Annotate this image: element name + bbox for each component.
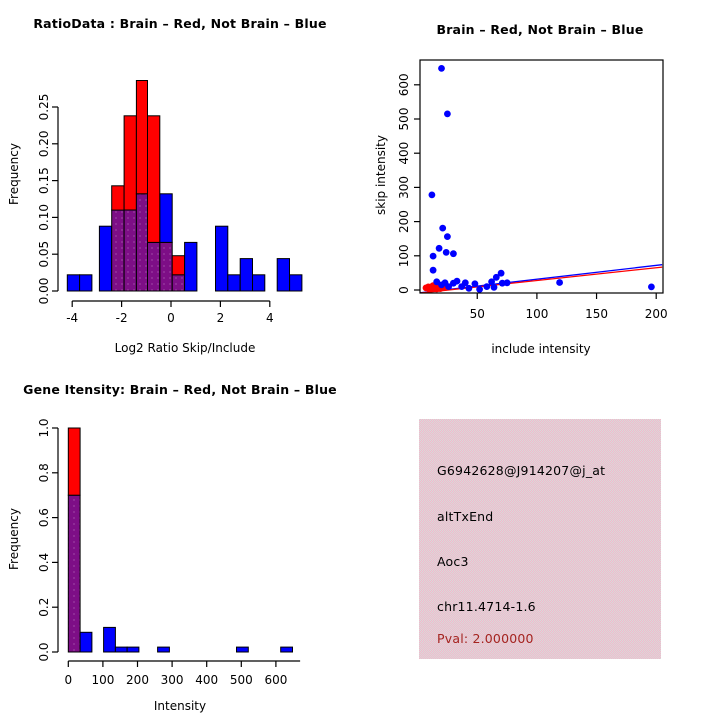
- panel-gene-intensity-histogram: [0, 360, 360, 720]
- svg-text:50: 50: [469, 307, 485, 321]
- gene-hist-title: Gene Itensity: Brain – Red, Not Brain – Blue: [23, 382, 337, 397]
- svg-text:500: 500: [229, 673, 253, 687]
- gene-intensity-histogram-plot: [0, 360, 360, 720]
- svg-text:0.8: 0.8: [37, 463, 51, 483]
- gene-hist-ylabel: Frequency: [7, 508, 21, 570]
- svg-text:200: 200: [126, 673, 149, 687]
- gene-name-text: Aoc3: [437, 554, 469, 569]
- svg-text:200: 200: [397, 210, 411, 234]
- svg-text:0.20: 0.20: [37, 130, 51, 158]
- pval-text: Pval: 2.000000: [437, 631, 534, 646]
- svg-text:0: 0: [167, 311, 175, 325]
- svg-text:0: 0: [64, 673, 73, 687]
- svg-text:0: 0: [397, 286, 411, 294]
- svg-text:0.6: 0.6: [37, 508, 51, 528]
- scatter-ylabel: skip intensity: [374, 135, 388, 215]
- splice-type-text: altTxEnd: [437, 509, 494, 524]
- svg-text:0.4: 0.4: [37, 552, 51, 572]
- svg-text:400: 400: [397, 141, 411, 165]
- scatter-xlabel: include intensity: [491, 342, 591, 356]
- ratio-hist-title: RatioData : Brain – Red, Not Brain – Blue: [33, 16, 327, 31]
- ratio-histogram-plot: [0, 0, 360, 360]
- svg-text:300: 300: [160, 673, 184, 687]
- svg-text:100: 100: [397, 244, 411, 268]
- svg-text:300: 300: [397, 175, 411, 199]
- svg-text:400: 400: [195, 673, 219, 687]
- svg-text:200: 200: [644, 307, 668, 321]
- svg-text:500: 500: [397, 107, 411, 131]
- ratio-hist-xlabel: Log2 Ratio Skip/Include: [114, 341, 256, 355]
- svg-text:4: 4: [265, 311, 274, 325]
- svg-text:0.10: 0.10: [37, 204, 51, 231]
- panel-ratio-histogram: [0, 0, 360, 360]
- probe-id-text: G6942628@J914207@j_at: [437, 463, 606, 478]
- svg-text:-2: -2: [115, 311, 128, 325]
- panel-intensity-scatter: [360, 0, 720, 360]
- svg-text:0.05: 0.05: [37, 240, 52, 268]
- gene-hist-xlabel: Intensity: [153, 699, 207, 713]
- svg-text:0.2: 0.2: [37, 597, 51, 617]
- intensity-scatter-plot: [360, 0, 720, 360]
- svg-text:0.25: 0.25: [37, 93, 51, 121]
- panel-gene-info: [360, 360, 720, 720]
- svg-text:0.0: 0.0: [37, 642, 51, 662]
- svg-text:150: 150: [585, 307, 609, 321]
- svg-text:600: 600: [397, 73, 411, 97]
- svg-text:0.00: 0.00: [37, 277, 51, 305]
- scatter-title: Brain – Red, Not Brain – Blue: [436, 22, 644, 37]
- gene-info-box: [419, 419, 661, 659]
- svg-text:100: 100: [91, 673, 115, 687]
- svg-text:2: 2: [216, 311, 225, 325]
- svg-text:-4: -4: [66, 311, 79, 325]
- locus-text: chr11.4714-1.6: [437, 599, 536, 614]
- svg-text:600: 600: [264, 673, 288, 687]
- ratio-hist-ylabel: Frequency: [7, 143, 21, 205]
- svg-text:1.0: 1.0: [37, 418, 51, 438]
- svg-text:0.15: 0.15: [37, 167, 51, 194]
- svg-text:100: 100: [525, 307, 549, 321]
